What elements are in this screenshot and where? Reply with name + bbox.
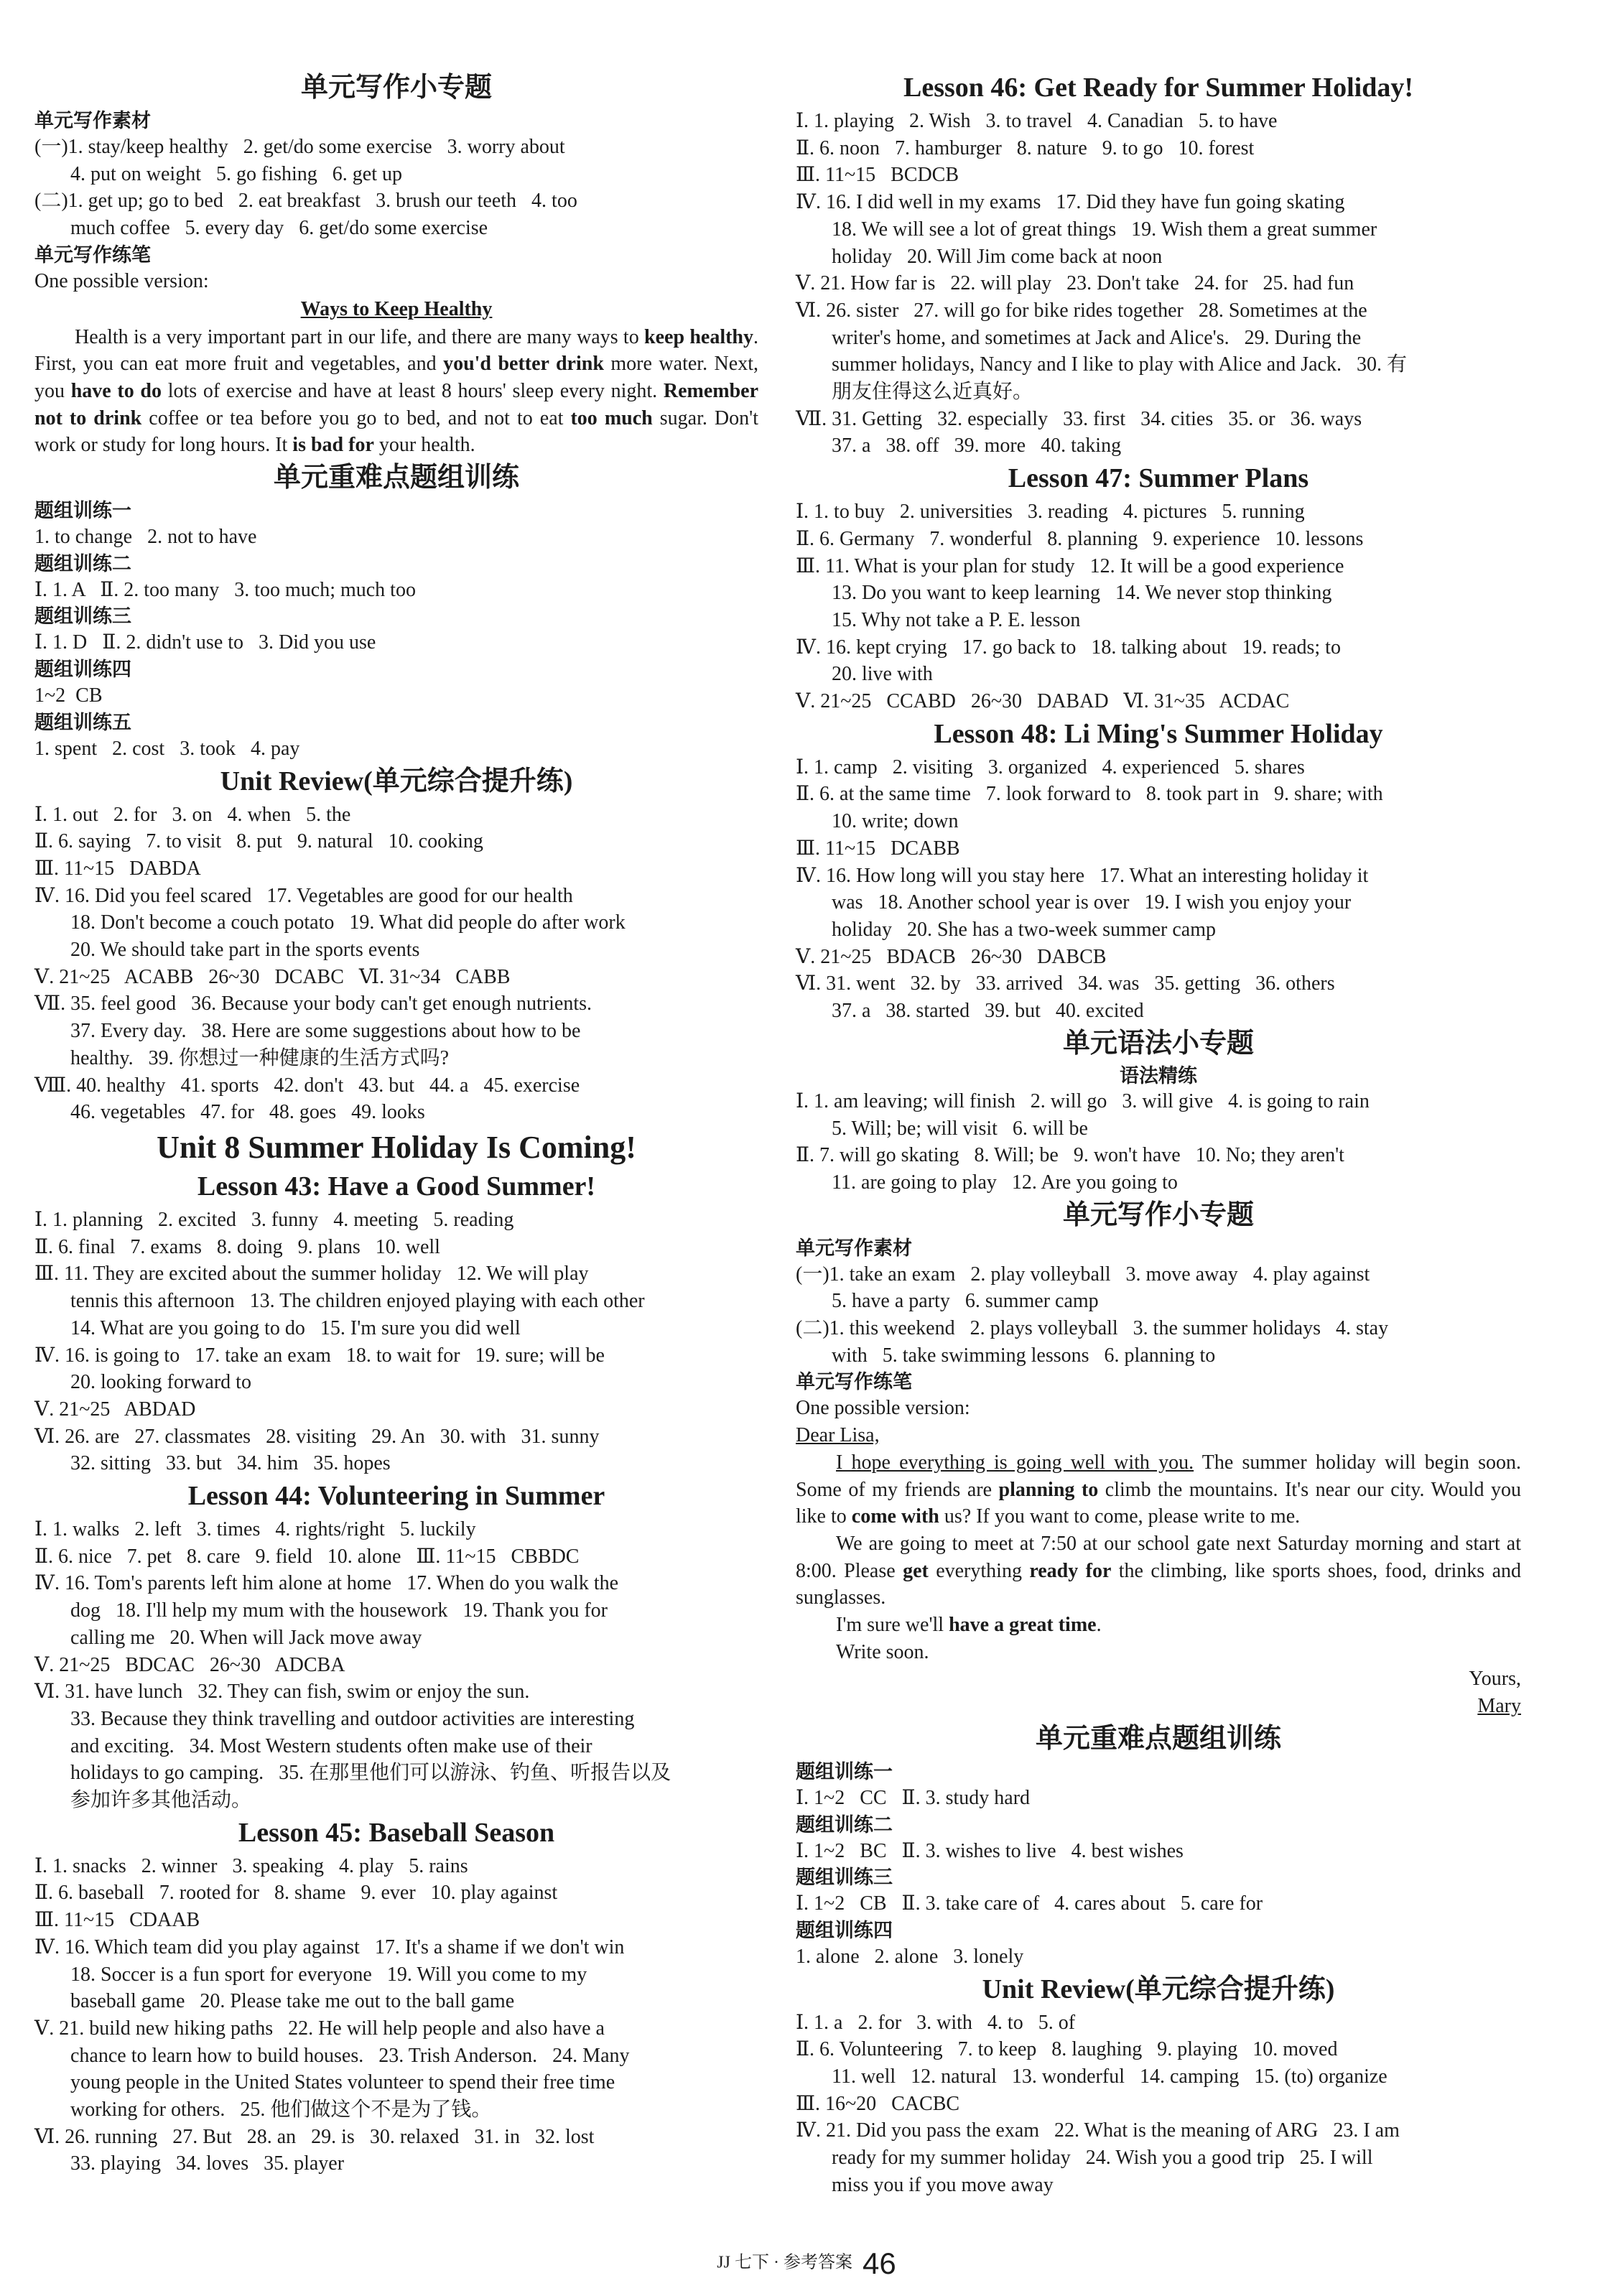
composition-title: Ways to Keep Healthy	[300, 297, 493, 320]
answer-line: One possible version:	[796, 1397, 970, 1420]
answer-line: healthy. 39. 你想过一种健康的生活方式吗?	[70, 1046, 450, 1069]
answer-line: Ⅱ. 6. nice 7. pet 8. care 9. field 10. alone Ⅲ. 11~15 CBBDC	[34, 1545, 580, 1568]
answer-line: 33. playing 34. loves 35. player	[70, 2152, 345, 2175]
answer-line: Ⅰ. 1. D Ⅱ. 2. didn't use to 3. Did you use	[34, 631, 376, 654]
answer-line: Ⅳ. 21. Did you pass the exam 22. What is the meaning of ARG 23. I am	[796, 2119, 1400, 2142]
text-run: more water. Next, you	[34, 353, 758, 402]
answer-line: 1. to change 2. not to have	[34, 526, 257, 549]
answer-line: 参加许多其他活动。	[70, 1789, 252, 1812]
subsection-label: 题组训练一	[34, 500, 131, 522]
section-heading: Lesson 44: Volunteering in Summer	[187, 1481, 605, 1512]
answer-line: Ⅰ. 1. A Ⅱ. 2. too many 3. too much; much too	[34, 578, 416, 601]
answer-line: 14. What are you going to do 15. I'm sure you did well	[70, 1316, 521, 1339]
answer-line: Ⅰ. 1. camp 2. visiting 3. organized 4. experienced 5. shares	[796, 756, 1305, 778]
answer-line: Ⅱ. 6. baseball 7. rooted for 8. shame 9. ever 10. play against	[34, 1882, 558, 1905]
answer-line: Ⅱ. 6. Volunteering 7. to keep 8. laughing 9. playing 10. moved	[796, 2038, 1338, 2061]
answer-line: (一)1. take an exam 2. play volleyball 3. move away 4. play against	[796, 1263, 1370, 1286]
answer-line: Ⅲ. 11~15 BCDCB	[796, 164, 959, 187]
text-run: . First, you can eat more fruit and vegetables, and	[34, 325, 758, 376]
text-run: We are going to meet at 7:50 at our school gate next Saturday morning and start at 8:00. Please	[796, 1532, 1521, 1582]
text-run: I hope everything is going well with you.	[836, 1451, 1194, 1474]
section-heading: 语法精练	[1120, 1064, 1197, 1087]
subsection-label: 题组训练二	[34, 552, 131, 575]
section-heading: Unit 8 Summer Holiday Is Coming!	[157, 1129, 636, 1165]
section-heading: 单元语法小专题	[1062, 1028, 1254, 1059]
answer-line: Ⅰ. 1~2 CB Ⅱ. 3. take care of 4. cares about 5. care for	[796, 1892, 1263, 1915]
composition-paragraph	[796, 1530, 1521, 1612]
answer-line: miss you if you move away	[832, 2173, 1054, 2196]
subsection-label: 题组训练三	[34, 605, 131, 628]
answer-line: Ⅵ. 31. went 32. by 33. arrived 34. was 35. getting 36. others	[796, 972, 1335, 995]
answer-line: 20. live with	[832, 663, 933, 686]
answer-line: Ⅴ. 21. build new hiking paths 22. He will help people and also have a	[34, 2017, 605, 2040]
section-heading: Lesson 43: Have a Good Summer!	[197, 1171, 596, 1202]
answer-line: Ⅱ. 7. will go skating 8. Will; be 9. won't have 10. No; they aren't	[796, 1144, 1344, 1167]
answer-line: with 5. take swimming lessons 6. planning to	[832, 1344, 1216, 1367]
answer-line: 5. have a party 6. summer camp	[832, 1290, 1099, 1313]
answer-line: Ⅰ. 1~2 BC Ⅱ. 3. wishes to live 4. best wishes	[796, 1839, 1184, 1862]
left-column	[34, 69, 758, 2178]
answer-line: 46. vegetables 47. for 48. goes 49. looks	[70, 1101, 425, 1124]
answer-line: summer holidays, Nancy and I like to play with Alice and Jack. 30. 有	[832, 353, 1407, 376]
right-column	[796, 69, 1521, 2199]
text-run: your health.	[373, 434, 475, 457]
section-heading: 单元写作小专题	[300, 73, 492, 103]
answer-line: 11. well 12. natural 13. wonderful 14. camping 15. (to) organize	[832, 2065, 1387, 2088]
section-heading: 单元写作小专题	[1062, 1199, 1254, 1230]
answer-line: (二)1. get up; go to bed 2. eat breakfast 3. brush our teeth 4. too	[34, 190, 577, 213]
answer-line: Ⅲ. 11. What is your plan for study 12. It will be a good experience	[796, 554, 1344, 577]
answer-line: Ⅴ. 21~25 BDCAC 26~30 ADCBA	[34, 1653, 345, 1676]
answer-line: Ⅴ. 21~25 ABDAD	[34, 1398, 196, 1421]
text-run: climb the mountains. It's near our city. Would you like to	[796, 1478, 1521, 1528]
answer-line: Ⅰ. 1. walks 2. left 3. times 4. rights/right 5. luckily	[34, 1518, 476, 1541]
answer-line: Ⅷ. 40. healthy 41. sports 42. don't 43. but 44. a 45. exercise	[34, 1074, 580, 1097]
answer-line: Ⅲ. 11~15 DCABB	[796, 837, 960, 860]
subsection-label: 题组训练三	[796, 1867, 893, 1889]
answer-line: Ⅰ. 1. playing 2. Wish 3. to travel 4. Canadian 5. to have	[796, 110, 1278, 132]
answer-line: Ⅶ. 31. Getting 32. especially 33. first 34. cities 35. or 36. ways	[796, 407, 1362, 430]
answer-line: 5. Will; be; will visit 6. will be	[832, 1117, 1088, 1140]
answer-line: 33. Because they think travelling and outdoor activities are interesting	[70, 1707, 635, 1730]
answer-line: Dear Lisa,	[796, 1424, 880, 1447]
key-phrase: have to do	[70, 379, 162, 402]
section-heading: Unit Review(单元综合提升练)	[982, 1974, 1335, 2004]
answer-line: working for others. 25. 他们做这个不是为了钱。	[70, 2099, 492, 2121]
letter-signoff: Mary	[1477, 1695, 1521, 1718]
key-phrase: Remember not to drink	[34, 379, 759, 429]
subsection-label: 题组训练四	[796, 1919, 893, 1941]
subsection-label: 单元写作素材	[796, 1237, 912, 1259]
key-phrase: get	[903, 1559, 929, 1582]
answer-line: 13. Do you want to keep learning 14. We never stop thinking	[832, 582, 1332, 605]
key-phrase: have a great time	[949, 1614, 1097, 1637]
text-run: .	[1096, 1614, 1102, 1637]
answer-line: Ⅱ. 6. saying 7. to visit 8. put 9. natural 10. cooking	[34, 830, 483, 853]
footer-label: JJ 七下 · 参考答案	[717, 2253, 852, 2272]
answer-line: 37. a 38. started 39. but 40. excited	[832, 1000, 1144, 1023]
key-phrase: planning to	[998, 1478, 1099, 1501]
key-phrase: too much	[570, 406, 653, 429]
section-heading: Lesson 47: Summer Plans	[1008, 463, 1309, 494]
composition-paragraph	[796, 1639, 1521, 1666]
letter-signoff: Yours,	[1469, 1668, 1521, 1691]
answer-line: Ⅰ. 1. to buy 2. universities 3. reading 4. pictures 5. running	[796, 501, 1305, 524]
subsection-label: 题组训练二	[796, 1813, 893, 1836]
answer-line: Ⅵ. 26. running 27. But 28. an 29. is 30. relaxed 31. in 32. lost	[34, 2125, 595, 2148]
answer-line: One possible version:	[34, 269, 209, 292]
page-number: 46	[862, 2246, 896, 2280]
answer-line: Ⅶ. 35. feel good 36. Because your body can't get enough nutrients.	[34, 993, 592, 1015]
answer-line: 18. We will see a lot of great things 19. Wish them a great summer	[832, 218, 1377, 241]
answer-line: Ⅴ. 21~25 CCABD 26~30 DABAD Ⅵ. 31~35 ACDAC	[796, 690, 1290, 713]
answer-line: (一)1. stay/keep healthy 2. get/do some exercise 3. worry about	[34, 136, 565, 158]
text-run: sugar. Don't work or study for long hours. It	[34, 406, 758, 457]
answer-line: Ⅳ. 16. How long will you stay here 17. What an interesting holiday it	[796, 864, 1369, 887]
text-run: I'm sure we'll	[836, 1614, 949, 1637]
text-run: us? If you want to come, please write to me.	[939, 1505, 1301, 1528]
answer-line: Ⅰ. 1. am leaving; will finish 2. will go 3. will give 4. is going to rain	[796, 1089, 1370, 1112]
answer-line: Ⅵ. 26. are 27. classmates 28. visiting 29. An 30. with 31. sunny	[34, 1425, 600, 1448]
answer-line: 20. We should take part in the sports events	[70, 939, 420, 962]
answer-line: 18. Don't become a couch potato 19. What did people do after work	[70, 911, 626, 934]
answer-line: much coffee 5. every day 6. get/do some exercise	[70, 217, 488, 240]
text-run: coffee or tea before you go to bed, and not to eat	[141, 406, 571, 429]
section-heading: Lesson 46: Get Ready for Summer Holiday!	[903, 73, 1413, 103]
answer-line: 20. looking forward to	[70, 1371, 251, 1394]
subsection-label: 单元写作素材	[34, 110, 151, 131]
section-heading: 单元重难点题组训练	[1035, 1723, 1281, 1754]
answer-line: dog 18. I'll help my mum with the housework 19. Thank you for	[70, 1599, 608, 1622]
answer-line: Ⅴ. 21~25 BDACB 26~30 DABCB	[796, 945, 1107, 968]
text-run: lots of exercise and have at least 8 hours' sleep every night.	[162, 379, 664, 402]
answer-line: Ⅳ. 16. Tom's parents left him alone at home 17. When do you walk the	[34, 1572, 619, 1595]
answer-line: calling me 20. When will Jack move away	[70, 1626, 422, 1649]
section-heading: Lesson 48: Li Ming's Summer Holiday	[934, 718, 1383, 749]
answer-line: ready for my summer holiday 24. Wish you a good trip 25. I will	[832, 2147, 1373, 2170]
answer-line: baseball game 20. Please take me out to the ball game	[70, 1990, 515, 2013]
answer-line: 1~2 CB	[34, 684, 103, 707]
answer-line: 37. a 38. off 39. more 40. taking	[832, 434, 1122, 457]
answer-line: 15. Why not take a P. E. lesson	[832, 608, 1081, 631]
answer-line: writer's home, and sometimes at Jack and Alice's. 29. During the	[832, 326, 1362, 349]
answer-line: and exciting. 34. Most Western students often make use of their	[70, 1734, 592, 1757]
answer-line: Ⅳ. 16. Which team did you play against 17. It's a shame if we don't win	[34, 1935, 625, 1958]
answer-line: 37. Every day. 38. Here are some suggestions about how to be	[70, 1020, 581, 1043]
subsection-label: 题组训练一	[796, 1760, 893, 1783]
answer-line: Ⅱ. 6. at the same time 7. look forward to 8. took part in 9. share; with	[796, 783, 1383, 806]
text-run: Health is a very important part in our life, and there are many ways to	[75, 325, 645, 348]
answer-line: Ⅰ. 1~2 CC Ⅱ. 3. study hard	[796, 1786, 1031, 1809]
answer-line: young people in the United States volunteer to spend their free time	[70, 2071, 615, 2094]
answer-line: Ⅳ. 16. kept crying 17. go back to 18. talking about 19. reads; to	[796, 636, 1341, 659]
answer-line: Ⅰ. 1. snacks 2. winner 3. speaking 4. play 5. rains	[34, 1854, 468, 1877]
text-run: Write soon.	[836, 1640, 929, 1663]
answer-line: 1. alone 2. alone 3. lonely	[796, 1945, 1024, 1968]
answer-line: 32. sitting 33. but 34. him 35. hopes	[70, 1452, 391, 1475]
answer-line: holiday 20. Will Jim come back at noon	[832, 245, 1163, 268]
answer-line: 1. spent 2. cost 3. took 4. pay	[34, 737, 300, 760]
answer-line: Ⅲ. 11~15 CDAAB	[34, 1909, 200, 1932]
subsection-label: 题组训练五	[34, 711, 131, 733]
answer-line: Ⅵ. 26. sister 27. will go for bike rides together 28. Sometimes at the	[796, 299, 1367, 322]
answer-line: holidays to go camping. 35. 在那里他们可以游泳、钓鱼、听报告以及	[70, 1762, 671, 1785]
subsection-label: 单元写作练笔	[34, 243, 151, 266]
answer-line: Ⅰ. 1. planning 2. excited 3. funny 4. meeting 5. reading	[34, 1208, 514, 1231]
answer-line: 10. write; down	[832, 810, 959, 833]
answer-line: Ⅵ. 31. have lunch 32. They can fish, swim or enjoy the sun.	[34, 1681, 530, 1704]
answer-line: Ⅳ. 16. is going to 17. take an exam 18. to wait for 19. sure; will be	[34, 1344, 605, 1367]
answer-line: 11. are going to play 12. Are you going to	[832, 1171, 1178, 1194]
answer-line: Ⅲ. 11~15 DABDA	[34, 857, 201, 880]
answer-line: Ⅰ. 1. out 2. for 3. on 4. when 5. the	[34, 803, 351, 826]
composition-paragraph	[796, 1612, 1521, 1639]
answer-line: Ⅱ. 6. final 7. exams 8. doing 9. plans 10. well	[34, 1235, 440, 1258]
answer-line: (二)1. this weekend 2. plays volleyball 3. the summer holidays 4. stay	[796, 1317, 1389, 1340]
key-phrase: is bad for	[292, 434, 374, 457]
answer-line: holiday 20. She has a two-week summer camp	[832, 918, 1216, 941]
section-heading: 单元重难点题组训练	[273, 463, 519, 493]
text-run: The summer holiday will begin soon. Some of my friends are	[796, 1451, 1521, 1501]
answer-line: chance to learn how to build houses. 23. Trish Anderson. 24. Many	[70, 2044, 630, 2067]
subsection-label: 题组训练四	[34, 659, 131, 681]
answer-line: Ⅳ. 16. I did well in my exams 17. Did they have fun going skating	[796, 191, 1345, 214]
composition-paragraph	[34, 324, 758, 460]
answer-line: Ⅱ. 6. Germany 7. wonderful 8. planning 9. experience 10. lessons	[796, 527, 1364, 550]
answer-line: Ⅳ. 16. Did you feel scared 17. Vegetables are good for our health	[34, 884, 573, 907]
section-heading: Unit Review(单元综合提升练)	[220, 766, 573, 796]
answer-line: 4. put on weight 5. go fishing 6. get up	[70, 162, 402, 185]
answer-line: Ⅴ. 21. How far is 22. will play 23. Don't take 24. for 25. had fun	[796, 272, 1354, 295]
text-run: everything	[928, 1559, 1030, 1582]
page-footer	[0, 2246, 1613, 2281]
answer-line: Ⅴ. 21~25 ACABB 26~30 DCABC Ⅵ. 31~34 CABB	[34, 965, 511, 988]
subsection-label: 单元写作练笔	[796, 1371, 912, 1393]
answer-line: 18. Soccer is a fun sport for everyone 19. Will you come to my	[70, 1963, 587, 1986]
answer-line: tennis this afternoon 13. The children enjoyed playing with each other	[70, 1290, 645, 1313]
composition-paragraph	[796, 1449, 1521, 1530]
answer-line: Ⅱ. 6. noon 7. hamburger 8. nature 9. to go 10. forest	[796, 136, 1255, 159]
answer-line: Ⅲ. 16~20 CACBC	[796, 2092, 960, 2115]
key-phrase: ready for	[1029, 1559, 1112, 1582]
section-heading: Lesson 45: Baseball Season	[238, 1817, 555, 1848]
answer-line: Ⅰ. 1. a 2. for 3. with 4. to 5. of	[796, 2011, 1076, 2034]
key-phrase: you'd better drink	[443, 353, 604, 376]
answer-line: Ⅲ. 11. They are excited about the summer holiday 12. We will play	[34, 1263, 589, 1286]
key-phrase: keep healthy	[644, 325, 753, 348]
answer-line: 朋友住得这么近真好。	[832, 381, 1033, 404]
answer-line: was 18. Another school year is over 19. I wish you enjoy your	[832, 891, 1352, 914]
text-run: the climbing, like sports shoes, food, drinks and sunglasses.	[796, 1559, 1521, 1609]
key-phrase: come with	[851, 1505, 939, 1528]
